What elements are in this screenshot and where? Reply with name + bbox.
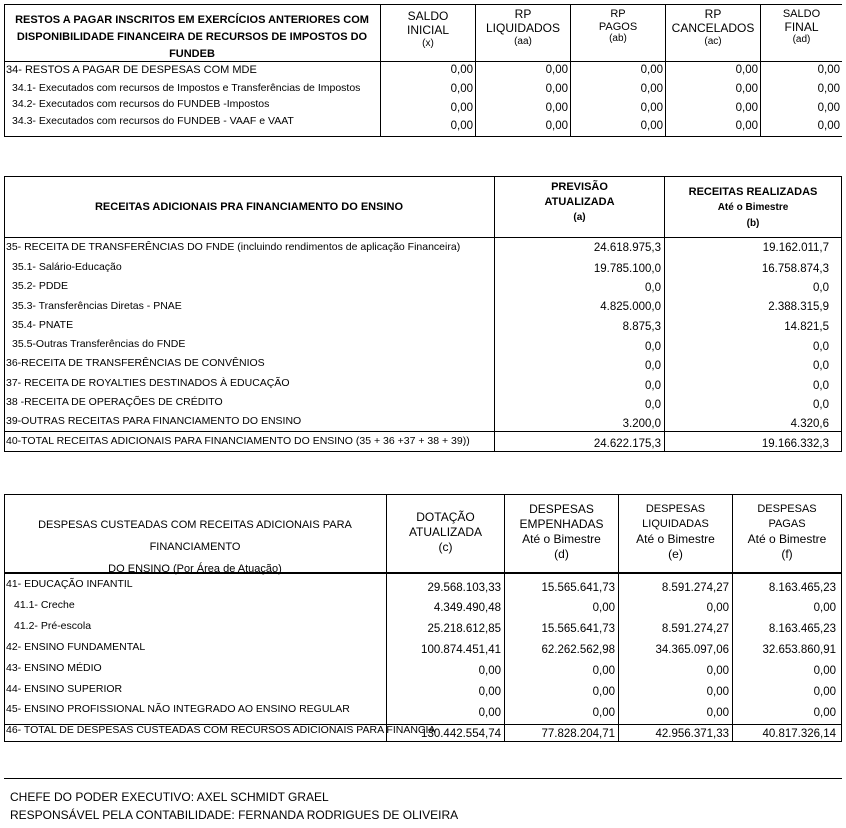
divider bbox=[4, 451, 842, 452]
cell-value: 0,00 bbox=[813, 707, 836, 719]
table3-title-line2: DO ENSINO (Por Área de Atuação) bbox=[108, 563, 282, 575]
row-label: 36-RECEITA DE TRANSFERÊNCIAS DE CONVÊNIOS bbox=[6, 357, 265, 369]
cell-value: 8.875,3 bbox=[622, 321, 661, 333]
row-label: 41.2- Pré-escola bbox=[14, 620, 92, 632]
cell-value: 15.565.641,73 bbox=[541, 582, 615, 594]
cell-value: 0,00 bbox=[450, 83, 473, 95]
cell-value: 0,0 bbox=[645, 282, 661, 294]
col-header-line: PREVISÃO bbox=[551, 181, 608, 193]
cell-value: 130.442.554,74 bbox=[421, 728, 501, 740]
col-header-code: (aa) bbox=[514, 35, 532, 47]
row-label: 44- ENSINO SUPERIOR bbox=[6, 683, 123, 695]
row-label: 41.1- Creche bbox=[14, 599, 75, 611]
row-label: 39-OUTRAS RECEITAS PARA FINANCIAMENTO DO ENSINO bbox=[6, 415, 302, 427]
cell-value: 0,0 bbox=[645, 380, 661, 392]
col-header-code: (ad) bbox=[792, 34, 811, 46]
divider bbox=[841, 494, 842, 741]
table3-col-pagas bbox=[733, 502, 841, 562]
cell-value: 40.817.326,14 bbox=[762, 728, 836, 740]
cell-value: 0,00 bbox=[592, 665, 615, 677]
cell-value: 0,00 bbox=[450, 120, 473, 132]
cell-value: 0,00 bbox=[450, 102, 473, 114]
cell-value: 0,00 bbox=[545, 83, 568, 95]
row-label: 38 -RECEITA DE OPERAÇÕES DE CRÉDITO bbox=[6, 396, 223, 408]
cell-value: 15.565.641,73 bbox=[541, 623, 615, 635]
col-header-line: EMPENHADAS bbox=[519, 517, 604, 531]
cell-value: 0,0 bbox=[813, 341, 829, 353]
cell-value: 0,00 bbox=[640, 83, 663, 95]
cell-value: 0,00 bbox=[450, 64, 473, 76]
cell-value: 19.785.100,0 bbox=[593, 263, 661, 275]
cell-value: 24.618.975,3 bbox=[593, 242, 661, 254]
col-header-line: SALDO bbox=[782, 8, 821, 20]
cell-value: 0,00 bbox=[592, 602, 615, 614]
table1-title-line1: RESTOS A PAGAR INSCRITOS EM EXERCÍCIOS ANTERIORES COM bbox=[15, 14, 369, 26]
divider bbox=[4, 176, 842, 177]
row-label: 43- ENSINO MÉDIO bbox=[6, 662, 102, 674]
row-label: 35.5-Outras Transferências do FNDE bbox=[12, 338, 186, 350]
row-label: 35.4- PNATE bbox=[12, 319, 74, 331]
col-header-code: (f) bbox=[781, 547, 793, 561]
cell-value: 0,00 bbox=[478, 686, 501, 698]
chefe-executivo-line: CHEFE DO PODER EXECUTIVO: AXEL SCHMIDT GRAEL bbox=[10, 790, 329, 804]
row-label: 41- EDUCAÇÃO INFANTIL bbox=[6, 578, 133, 590]
cell-value: 0,00 bbox=[706, 707, 729, 719]
cell-value: 0,00 bbox=[640, 102, 663, 114]
col-header-line: Até o Bimestre bbox=[717, 202, 789, 213]
col-header-line: Até o Bimestre bbox=[747, 532, 827, 546]
cell-value: 2.388.315,9 bbox=[768, 301, 829, 313]
cell-value: 100.874.451,41 bbox=[421, 644, 501, 656]
col-header-line: CANCELADOS bbox=[671, 20, 755, 35]
row-label: 40-TOTAL RECEITAS ADICIONAIS PARA FINANCIAMENTO DO ENSINO (35 + 36 +37 + 38 + 39)) bbox=[6, 435, 470, 447]
table3-col-empenhadas bbox=[505, 502, 618, 562]
cell-value: 4.320,6 bbox=[790, 418, 829, 430]
cell-value: 0,00 bbox=[813, 602, 836, 614]
cell-value: 0,00 bbox=[592, 707, 615, 719]
cell-value: 0,00 bbox=[706, 602, 729, 614]
col-header-code: (d) bbox=[554, 547, 569, 561]
cell-value: 8.163.465,23 bbox=[768, 582, 836, 594]
divider bbox=[4, 494, 842, 495]
cell-value: 0,00 bbox=[813, 665, 836, 677]
cell-value: 0,00 bbox=[478, 707, 501, 719]
cell-value: 0,0 bbox=[645, 360, 661, 372]
cell-value: 0,00 bbox=[735, 83, 758, 95]
row-label: 46- TOTAL DE DESPESAS CUSTEADAS COM RECURSOS ADICIONAIS PARA FINANCIA bbox=[6, 724, 436, 736]
col-header-line: INICIAL bbox=[406, 22, 449, 37]
row-label: 42- ENSINO FUNDAMENTAL bbox=[6, 641, 146, 653]
col-header-code: (b) bbox=[746, 218, 760, 229]
cell-value: 0,0 bbox=[645, 341, 661, 353]
row-label: 35.2- PDDE bbox=[12, 280, 69, 292]
cell-value: 0,00 bbox=[592, 686, 615, 698]
cell-value: 0,00 bbox=[706, 686, 729, 698]
table1-col-rp-cancelados bbox=[666, 8, 760, 47]
col-header-code: (x) bbox=[422, 37, 434, 49]
cell-value: 0,00 bbox=[640, 120, 663, 132]
table3-title-line1: DESPESAS CUSTEADAS COM RECEITAS ADICIONAIS PARA FINANCIAMENTO bbox=[38, 519, 352, 553]
table1-col-saldo-inicial bbox=[381, 10, 475, 49]
divider bbox=[841, 176, 842, 451]
col-header-line: FINAL bbox=[784, 19, 819, 34]
col-header-code: (e) bbox=[668, 547, 683, 561]
table1-col-saldo-final bbox=[761, 8, 842, 46]
cell-value: 34.365.097,06 bbox=[655, 644, 729, 656]
divider bbox=[4, 4, 5, 136]
cell-value: 0,00 bbox=[817, 83, 840, 95]
cell-value: 29.568.103,33 bbox=[427, 582, 501, 594]
col-header-line: RP bbox=[610, 8, 626, 20]
col-header-line: ATUALIZADA bbox=[544, 196, 615, 208]
col-header-line: RECEITAS REALIZADAS bbox=[688, 186, 818, 198]
cell-value: 77.828.204,71 bbox=[541, 728, 615, 740]
cell-value: 0,00 bbox=[478, 665, 501, 677]
table3-col-liquidadas bbox=[619, 502, 732, 562]
cell-value: 0,0 bbox=[813, 282, 829, 294]
cell-value: 24.622.175,3 bbox=[593, 438, 661, 450]
responsavel-contabilidade-line: RESPONSÁVEL PELA CONTABILIDADE: FERNANDA RODRIGUES DE OLIVEIRA bbox=[10, 808, 459, 822]
divider bbox=[4, 4, 842, 5]
col-header-line: ATUALIZADA bbox=[408, 525, 483, 539]
row-label: 35.1- Salário-Educação bbox=[12, 261, 122, 273]
cell-value: 19.162.011,7 bbox=[762, 242, 829, 254]
col-header-code: (ab) bbox=[609, 33, 627, 45]
cell-value: 0,00 bbox=[706, 665, 729, 677]
col-header-line: LIQUIDADOS bbox=[485, 20, 560, 35]
col-header-code: (ac) bbox=[704, 35, 722, 47]
cell-value: 16.758.874,3 bbox=[761, 263, 829, 275]
cell-value: 0,0 bbox=[813, 399, 829, 411]
col-header-line: PAGOS bbox=[598, 20, 638, 33]
table2-title: RECEITAS ADICIONAIS PRA FINANCIAMENTO DO ENSINO bbox=[94, 201, 404, 213]
col-header-line: SALDO bbox=[407, 9, 449, 23]
cell-value: 42.956.371,33 bbox=[655, 728, 729, 740]
col-header-line: RP bbox=[704, 7, 722, 21]
table2-col-previsao bbox=[495, 180, 664, 225]
table3-col-dotacao bbox=[387, 510, 504, 555]
col-header-code: (a) bbox=[573, 212, 586, 223]
col-header-line: Até o Bimestre bbox=[522, 532, 601, 546]
cell-value: 0,00 bbox=[640, 64, 663, 76]
cell-value: 0,00 bbox=[735, 64, 758, 76]
row-label: 34- RESTOS A PAGAR DE DESPESAS COM MDE bbox=[6, 64, 257, 76]
cell-value: 0,0 bbox=[813, 380, 829, 392]
col-header-line: RP bbox=[514, 7, 532, 21]
cell-value: 0,00 bbox=[817, 64, 840, 76]
cell-value: 4.349.490,48 bbox=[433, 602, 501, 614]
cell-value: 0,00 bbox=[817, 102, 840, 114]
col-header-line: LIQUIDADAS bbox=[642, 518, 709, 530]
table1-title bbox=[6, 12, 378, 63]
divider bbox=[4, 494, 5, 741]
table1-title-line2: DISPONIBILIDADE FINANCEIRA DE RECURSOS DE IMPOSTOS DO FUNDEB bbox=[16, 31, 368, 60]
col-header-line: PAGAS bbox=[768, 518, 806, 530]
cell-value: 25.218.612,85 bbox=[427, 623, 501, 635]
cell-value: 3.200,0 bbox=[622, 418, 661, 430]
divider bbox=[4, 431, 842, 432]
row-label: 37- RECEITA DE ROYALTIES DESTINADOS À EDUCAÇÃO bbox=[6, 377, 290, 389]
divider bbox=[4, 778, 842, 779]
row-label: 35- RECEITA DE TRANSFERÊNCIAS DO FNDE (incluindo rendimentos de aplicação Financeira) bbox=[6, 241, 461, 253]
table1-col-rp-liquidados bbox=[476, 8, 570, 47]
cell-value: 4.825.000,0 bbox=[600, 301, 661, 313]
cell-value: 0,00 bbox=[817, 120, 840, 132]
col-header-line: DESPESAS bbox=[757, 503, 817, 515]
row-label: 34.1- Executados com recursos de Impostos e Transferências de Impostos bbox=[12, 82, 361, 94]
divider bbox=[4, 176, 5, 451]
divider bbox=[4, 136, 842, 137]
col-header-line: DOTAÇÃO bbox=[416, 510, 475, 524]
divider bbox=[4, 741, 842, 742]
divider bbox=[4, 237, 842, 238]
table2-col-receitas-realizadas bbox=[665, 184, 841, 232]
cell-value: 0,00 bbox=[813, 686, 836, 698]
cell-value: 0,00 bbox=[545, 64, 568, 76]
cell-value: 0,00 bbox=[735, 102, 758, 114]
row-label: 45- ENSINO PROFISSIONAL NÃO INTEGRADO AO ENSINO REGULAR bbox=[6, 703, 350, 715]
col-header-line: DESPESAS bbox=[645, 503, 706, 515]
cell-value: 8.591.274,27 bbox=[661, 623, 729, 635]
row-label: 34.3- Executados com recursos do FUNDEB - VAAF e VAAT bbox=[12, 115, 294, 127]
col-header-line: DESPESAS bbox=[529, 502, 594, 516]
cell-value: 8.163.465,23 bbox=[768, 623, 836, 635]
cell-value: 19.166.332,3 bbox=[761, 438, 829, 450]
cell-value: 14.821,5 bbox=[784, 321, 829, 333]
cell-value: 0,00 bbox=[545, 102, 568, 114]
col-header-line: Até o Bimestre bbox=[636, 532, 715, 546]
cell-value: 62.262.562,98 bbox=[541, 644, 615, 656]
row-label: 35.3- Transferências Diretas - PNAE bbox=[12, 300, 182, 312]
cell-value: 0,0 bbox=[645, 399, 661, 411]
row-label: 34.2- Executados com recursos do FUNDEB -Impostos bbox=[12, 98, 270, 110]
cell-value: 0,00 bbox=[545, 120, 568, 132]
cell-value: 32.653.860,91 bbox=[762, 644, 836, 656]
table1-col-rp-pagos bbox=[571, 8, 665, 45]
cell-value: 0,0 bbox=[813, 360, 829, 372]
col-header-code: (c) bbox=[438, 540, 453, 554]
cell-value: 8.591.274,27 bbox=[661, 582, 729, 594]
cell-value: 0,00 bbox=[735, 120, 758, 132]
table3-title bbox=[6, 514, 384, 580]
